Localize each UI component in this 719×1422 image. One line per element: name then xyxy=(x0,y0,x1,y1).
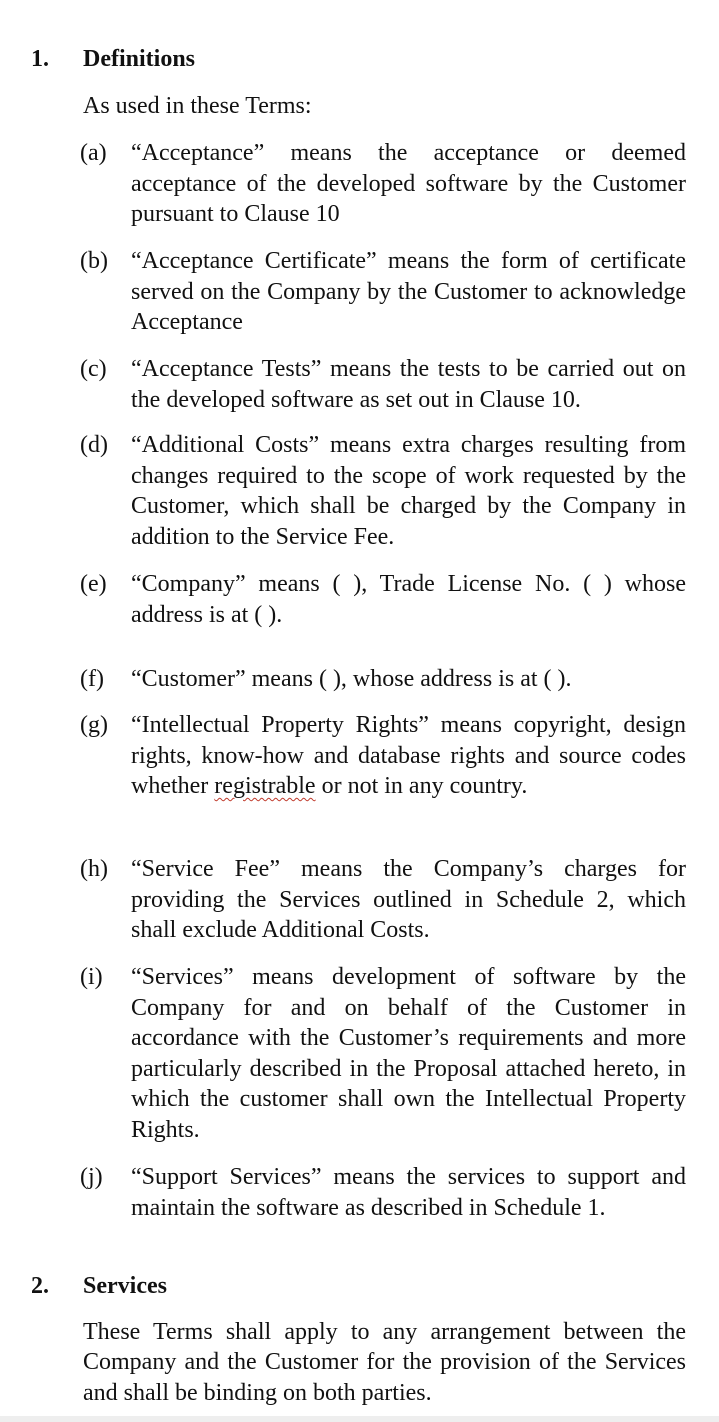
item-text: “Services” means development of software by the Company for and on behalf of the Customer in accordance with the Customer’s requirements and more particularly described in the Proposal attached hereto, in which the customer shall own the Intellectual Property Rights. xyxy=(131,964,686,1143)
item-text: “Additional Costs” means extra charges resulting from changes required to the scope of work requested by the Customer, which shall be charged by the Company in addition to the Service Fee. xyxy=(131,432,686,550)
item-text: “Service Fee” means the Company’s charges for providing the Services outlined in Schedule 2, which shall exclude Additional Costs. xyxy=(131,856,686,944)
item-label: (e) xyxy=(80,571,107,597)
item-text: “Company” means ( ), Trade License No. ( ) whose address is at ( ). xyxy=(131,571,686,628)
item-label: (j) xyxy=(80,1164,103,1190)
item-text: “Acceptance Tests” means the tests to be carried out on the developed software as set out in Clause 10. xyxy=(131,356,686,413)
definition-item-c xyxy=(80,354,686,415)
item-label: (c) xyxy=(80,356,107,382)
page-bottom-edge xyxy=(0,1416,719,1422)
item-label: (f) xyxy=(80,666,104,692)
item-label: (b) xyxy=(80,248,108,274)
item-label: (i) xyxy=(80,964,103,990)
definition-item-a xyxy=(80,138,686,230)
item-text: “Acceptance Certificate” means the form of certificate served on the Company by the Customer to acknowledge Acceptance xyxy=(131,248,686,336)
item-text xyxy=(131,710,686,802)
section-number: 2. xyxy=(31,1273,49,1299)
section-title: Services xyxy=(83,1273,167,1299)
definition-item-i xyxy=(80,962,686,1146)
section-title: Definitions xyxy=(83,46,196,72)
item-text: “Acceptance” means the acceptance or deemed acceptance of the developed software by the Customer pursuant to Clause 10 xyxy=(131,140,686,228)
definition-item-g xyxy=(80,710,686,802)
definition-item-e xyxy=(80,569,686,630)
definition-item-b xyxy=(80,246,686,338)
spellcheck-flagged-word[interactable]: registrable xyxy=(214,773,316,800)
definition-item-j xyxy=(80,1162,686,1223)
item-label: (g) xyxy=(80,712,108,738)
item-text-part: or not in any country. xyxy=(315,773,528,800)
definition-item-f xyxy=(80,664,686,695)
definition-item-d xyxy=(80,430,686,552)
item-label: (a) xyxy=(80,140,107,166)
item-text: “Customer” means ( ), whose address is at ( ). xyxy=(131,666,572,692)
definition-item-h xyxy=(80,854,686,946)
section-number: 1. xyxy=(31,46,49,72)
item-label: (h) xyxy=(80,856,108,882)
item-text: “Support Services” means the services to support and maintain the software as described in Schedule 1. xyxy=(131,1164,686,1221)
section-intro: As used in these Terms: xyxy=(83,93,312,119)
item-text-part: “Intellectual Property Rights” means copyright, design rights, know-how and database rights and source codes whether xyxy=(131,712,686,800)
section-body-paragraph: These Terms shall apply to any arrangement between the Company and the Customer for the provision of the Services and shall be binding on both parties. xyxy=(83,1319,686,1406)
item-label: (d) xyxy=(80,432,108,458)
